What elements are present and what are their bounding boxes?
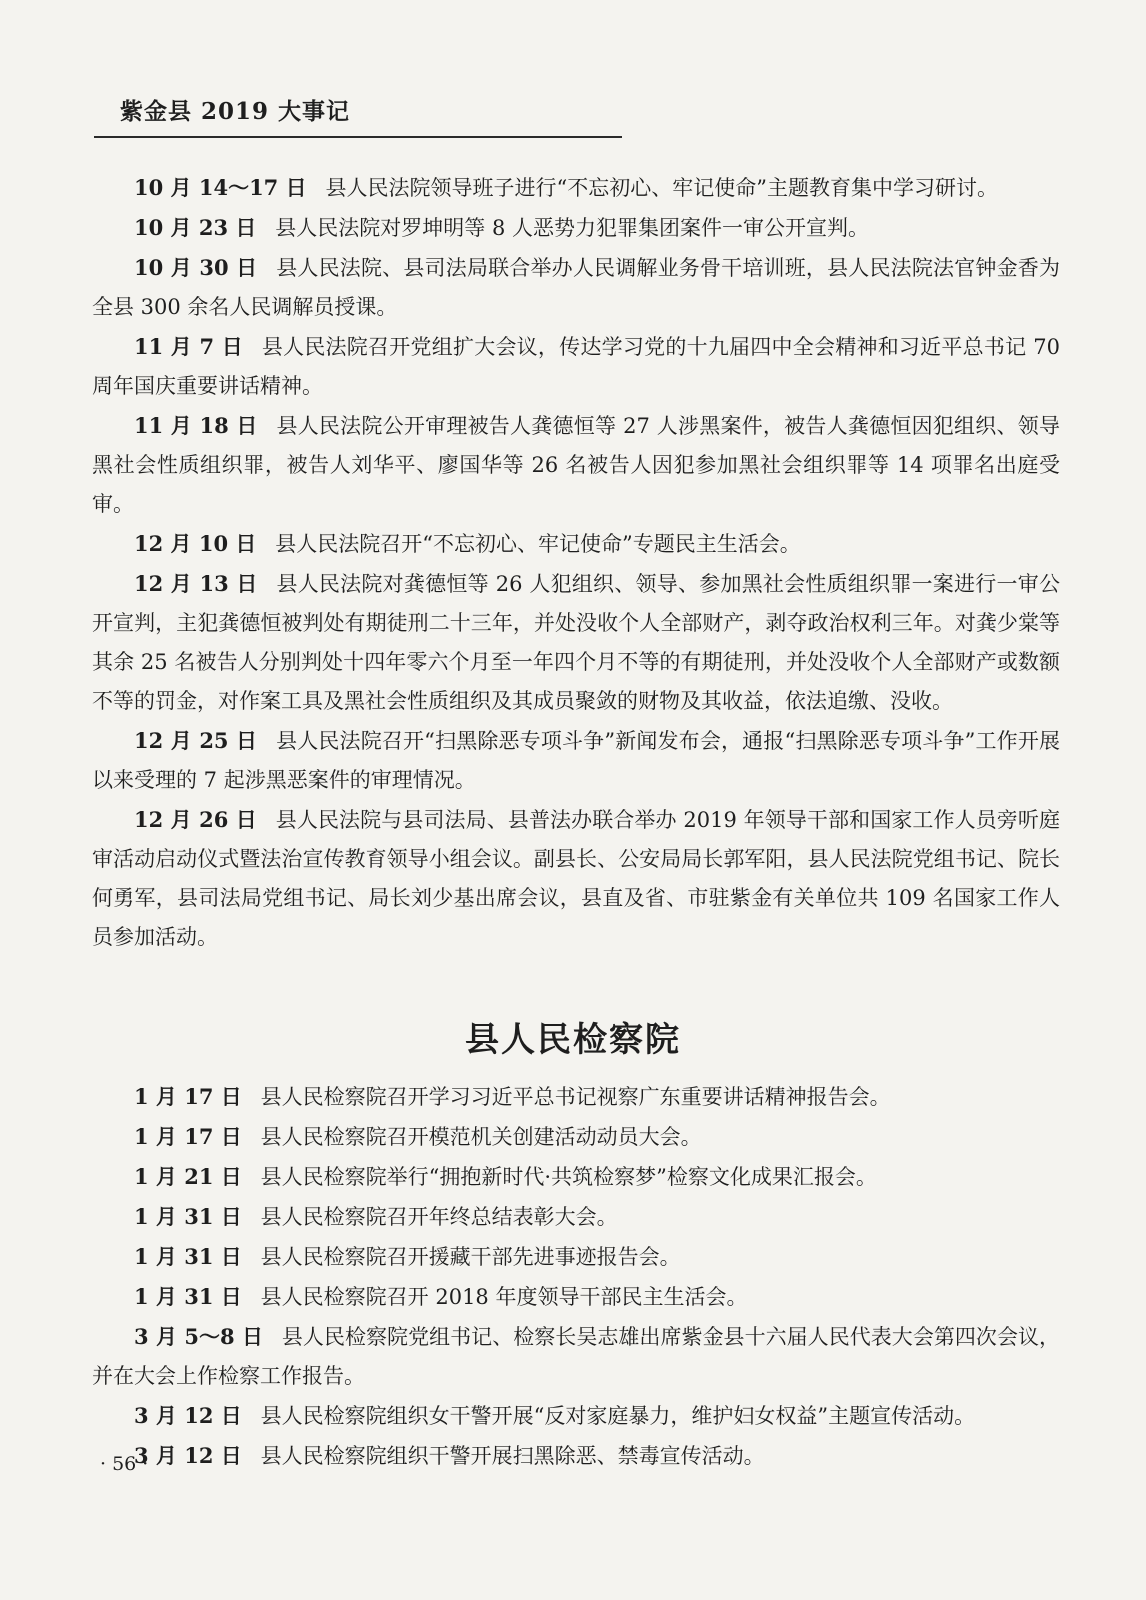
page-number: · 56 · (100, 1453, 149, 1475)
event-entry (92, 327, 1060, 406)
running-header: 紫金县 2019 大事记 (120, 98, 351, 125)
event-date: 3 月 12 日 (134, 1403, 242, 1428)
event-date: 11 月 18 日 (134, 413, 258, 438)
event-text: 县人民法院、县司法局联合举办人民调解业务骨干培训班，县人民法院法官钟金香为全县 300 余名人民调解员授课。 (92, 256, 1060, 319)
event-entry (92, 800, 1060, 957)
event-date: 1 月 31 日 (134, 1204, 242, 1229)
event-date: 1 月 31 日 (134, 1284, 242, 1309)
event-date: 12 月 10 日 (134, 531, 257, 556)
event-date: 10 月 30 日 (134, 255, 258, 280)
event-date: 1 月 21 日 (134, 1164, 242, 1189)
event-date: 10 月 23 日 (134, 215, 257, 240)
event-date: 10 月 14～17 日 (134, 175, 307, 200)
event-date: 12 月 25 日 (134, 728, 258, 753)
event-text: 县人民法院对龚德恒等 26 人犯组织、领导、参加黑社会性质组织罪一案进行一审公开宣判，主犯龚德恒被判处有期徒刑二十三年，并处没收个人全部财产，剥夺政治权利三年。对龚少棠等其余 25 名被告人分别判处十四年零六个月至一年四个月不等的有期徒刑，并处没收个人全部财产或数额不等的罚金，对作案工具及黑社会性质组织及其成员聚敛的财物及其收益，依法追缴、没收。 (92, 572, 1060, 713)
event-text: 县人民检察院组织女干警开展“反对家庭暴力，维护妇女权益”主题宣传活动。 (260, 1404, 976, 1428)
event-entry (92, 1277, 1060, 1317)
event-entry (92, 1237, 1060, 1277)
event-date: 3 月 12 日 (134, 1443, 242, 1468)
event-text: 县人民检察院召开模范机关创建活动动员大会。 (260, 1125, 702, 1149)
event-entry (92, 1117, 1060, 1157)
event-entry (92, 524, 1060, 564)
event-text: 县人民检察院召开援藏干部先进事迹报告会。 (260, 1245, 681, 1269)
event-date: 12 月 26 日 (134, 807, 257, 832)
event-date: 1 月 17 日 (134, 1084, 242, 1109)
event-entry (92, 406, 1060, 524)
event-date: 12 月 13 日 (134, 571, 258, 596)
event-text: 县人民检察院召开 2018 年度领导干部民主生活会。 (260, 1285, 748, 1309)
event-entry (92, 1077, 1060, 1117)
event-text: 县人民检察院组织干警开展扫黑除恶、禁毒宣传活动。 (260, 1444, 765, 1468)
event-entry (92, 721, 1060, 800)
event-text: 县人民法院对罗坤明等 8 人恶势力犯罪集团案件一审公开宣判。 (275, 216, 869, 240)
event-text: 县人民法院领导班子进行“不忘初心、牢记使命”主题教育集中学习研讨。 (325, 176, 998, 200)
event-entry (92, 564, 1060, 721)
event-entry (92, 1436, 1060, 1476)
event-entry (92, 1396, 1060, 1436)
event-date: 1 月 31 日 (134, 1244, 242, 1269)
event-entry (92, 1157, 1060, 1197)
event-entry (92, 208, 1060, 248)
event-text: 县人民检察院召开学习习近平总书记视察广东重要讲话精神报告会。 (260, 1085, 891, 1109)
event-entry (92, 168, 1060, 208)
event-text: 县人民法院召开“不忘初心、牢记使命”专题民主生活会。 (275, 532, 801, 556)
event-text: 县人民检察院召开年终总结表彰大会。 (260, 1205, 618, 1229)
section-title: 县人民检察院 (465, 1020, 681, 1060)
event-entry (92, 1197, 1060, 1237)
court-events-list (92, 168, 1060, 957)
event-text: 县人民检察院党组书记、检察长吴志雄出席紫金县十六届人民代表大会第四次会议，并在大会上作检察工作报告。 (92, 1325, 1060, 1388)
event-entry (92, 248, 1060, 327)
event-entry (92, 1317, 1060, 1396)
header-rule (94, 136, 622, 138)
procuratorate-events-list (92, 1077, 1060, 1476)
event-date: 3 月 5～8 日 (134, 1324, 263, 1349)
event-date: 1 月 17 日 (134, 1124, 242, 1149)
event-text: 县人民检察院举行“拥抱新时代·共筑检察梦”检察文化成果汇报会。 (260, 1165, 877, 1189)
event-text: 县人民法院召开“扫黑除恶专项斗争”新闻发布会，通报“扫黑除恶专项斗争”工作开展以来受理的 7 起涉黑恶案件的审理情况。 (92, 729, 1060, 792)
event-date: 11 月 7 日 (134, 334, 243, 359)
event-text: 县人民法院召开党组扩大会议，传达学习党的十九届四中全会精神和习近平总书记 70 周年国庆重要讲话精神。 (92, 335, 1060, 398)
event-text: 县人民法院公开审理被告人龚德恒等 27 人涉黑案件，被告人龚德恒因犯组织、领导黑社会性质组织罪，被告人刘华平、廖国华等 26 名被告人因犯参加黑社会组织罪等 14 项罪名出庭受审。 (92, 414, 1060, 516)
event-text: 县人民法院与县司法局、县普法办联合举办 2019 年领导干部和国家工作人员旁听庭审活动启动仪式暨法治宣传教育领导小组会议。副县长、公安局局长郭军阳，县人民法院党组书记、院长何勇军，县司法局党组书记、局长刘少基出席会议，县直及省、市驻紫金有关单位共 109 名国家工作人员参加活动。 (92, 808, 1060, 949)
